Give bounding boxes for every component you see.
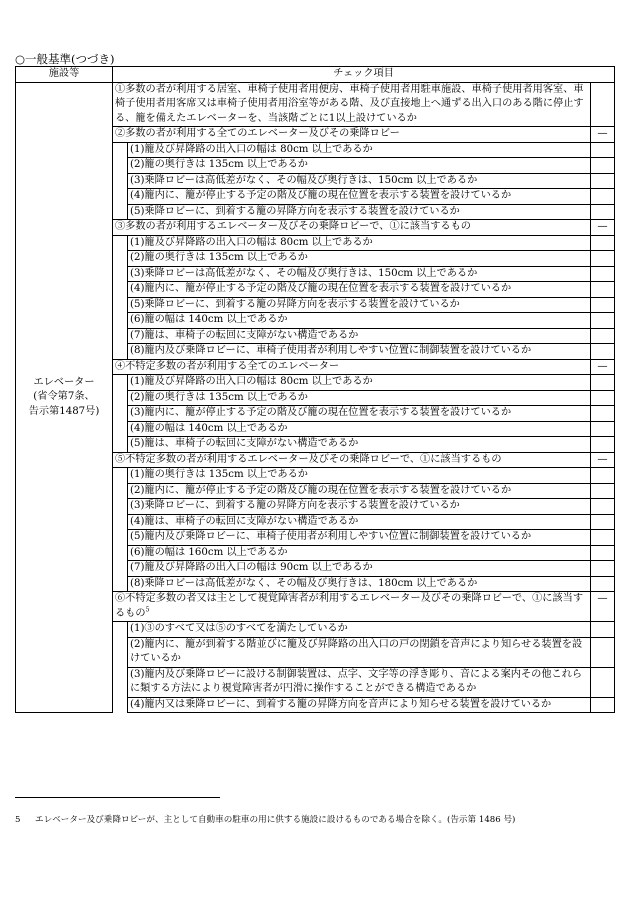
facility-label-line: エレベーター [33, 376, 95, 388]
item-check-cell[interactable] [591, 266, 615, 282]
check-mark-cell [591, 82, 615, 127]
item-text: (3)乗降ロビーは高低差がなく、その幅及び奥行きは、150cm 以上であるか [128, 173, 591, 189]
section-heading: ○一般基準(つづき) [15, 52, 115, 66]
item-check-cell[interactable] [591, 545, 615, 561]
item-indent [113, 297, 128, 313]
item-indent [113, 514, 128, 530]
item-text: (6)籠の幅は 140cm 以上であるか [128, 313, 591, 329]
item-text: (7)籠は、車椅子の転回に支障がない構造であるか [128, 328, 591, 344]
item-indent [113, 468, 128, 484]
facility-cell [16, 82, 113, 713]
group-title-text: ④不特定多数の者が利用する全てのエレベーター [115, 360, 340, 372]
item-text: (2)籠の奥行きは 135cm 以上であるか [128, 251, 591, 267]
item-check-cell[interactable] [591, 344, 615, 360]
checklist-table [15, 66, 615, 713]
item-text: (6)籠の幅は 160cm 以上であるか [128, 545, 591, 561]
header-check-items: チェック項目 [113, 67, 615, 83]
item-indent [113, 499, 128, 515]
item-check-cell[interactable] [591, 328, 615, 344]
item-indent [113, 667, 128, 697]
item-indent [113, 235, 128, 251]
item-check-cell[interactable] [591, 204, 615, 220]
item-indent [113, 189, 128, 205]
item-indent [113, 173, 128, 189]
item-text: (4)籠内に、籠が停止する予定の階及び籠の現在位置を表示する装置を設けているか [128, 189, 591, 205]
item-text: (4)籠内又は乗降ロビーに、到着する籠の昇降方向を音声により知らせる装置を設けているか [128, 697, 591, 713]
item-text: (4)籠内に、籠が停止する予定の階及び籠の現在位置を表示する装置を設けているか [128, 282, 591, 298]
check-mark-cell: — [591, 592, 615, 622]
item-indent [113, 437, 128, 453]
footnote-marker: 5 [15, 815, 21, 825]
item-text: (5)籠内及び乗降ロビーに、車椅子使用者が利用しやすい位置に制御装置を設けているか [128, 530, 591, 546]
item-text: (3)乗降ロビーに、到着する籠の昇降方向を表示する装置を設けているか [128, 499, 591, 515]
item-check-cell[interactable] [591, 697, 615, 713]
check-mark-cell: — [591, 452, 615, 468]
item-indent [113, 561, 128, 577]
item-check-cell[interactable] [591, 251, 615, 267]
item-text: (5)籠は、車椅子の転回に支障がない構造であるか [128, 437, 591, 453]
item-text: (2)籠の奥行きは 135cm 以上であるか [128, 158, 591, 174]
item-indent [113, 697, 128, 713]
item-check-cell[interactable] [591, 390, 615, 406]
item-indent [113, 282, 128, 298]
item-check-cell[interactable] [591, 576, 615, 592]
facility-label-line: (省令第7条、 [33, 391, 95, 402]
group-title [113, 592, 591, 622]
group-title-text: ③多数の者が利用するエレベーター及びその乗降ロビーで、①に該当するもの [115, 221, 471, 232]
item-indent [113, 637, 128, 667]
item-text: (3)乗降ロビーは高低差がなく、その幅及び奥行きは、150cm 以上であるか [128, 266, 591, 282]
item-text: (4)籠の幅は 140cm 以上であるか [128, 421, 591, 437]
item-check-cell[interactable] [591, 514, 615, 530]
item-check-cell[interactable] [591, 483, 615, 499]
item-indent [113, 344, 128, 360]
item-text: (1)籠及び昇降路の出入口の幅は 80cm 以上であるか [128, 142, 591, 158]
footnote-ref: 5 [145, 606, 150, 614]
group-title-text: ②多数の者が利用する全てのエレベーター及びその乗降ロビー [115, 128, 400, 139]
item-check-cell[interactable] [591, 375, 615, 391]
item-text: (1)③のすべて又は⑤のすべてを満たしているか [128, 622, 591, 638]
group-title [113, 220, 591, 236]
header-facility: 施設等 [16, 67, 113, 83]
group-row [16, 82, 615, 127]
item-check-cell[interactable] [591, 437, 615, 453]
check-mark-cell: — [591, 127, 615, 143]
item-indent [113, 375, 128, 391]
item-indent [113, 530, 128, 546]
item-indent [113, 390, 128, 406]
item-indent [113, 406, 128, 422]
checklist-body [16, 82, 615, 713]
group-title-text: ①多数の者が利用する居室、車椅子使用者用便房、車椅子使用者用駐車施設、車椅子使用者用客室、車椅子使用者用客席又は車椅子使用者用浴室等がある階、及び直接地上へ通ずる出入口のある階に停止する、籠を備えたエレベーターを、当該階ごとに1以上設けているか [115, 83, 584, 124]
item-check-cell[interactable] [591, 313, 615, 329]
item-check-cell[interactable] [591, 622, 615, 638]
group-title [113, 359, 591, 375]
item-check-cell[interactable] [591, 637, 615, 667]
item-text: (1)籠及び昇降路の出入口の幅は 80cm 以上であるか [128, 375, 591, 391]
item-check-cell[interactable] [591, 406, 615, 422]
item-text: (2)籠の奥行きは 135cm 以上であるか [128, 390, 591, 406]
item-check-cell[interactable] [591, 142, 615, 158]
item-indent [113, 266, 128, 282]
item-text: (8)乗降ロビーは高低差がなく、その幅及び奥行きは、180cm 以上であるか [128, 576, 591, 592]
item-text: (5)乗降ロビーに、到着する籠の昇降方向を表示する装置を設けているか [128, 204, 591, 220]
item-text: (5)乗降ロビーに、到着する籠の昇降方向を表示する装置を設けているか [128, 297, 591, 313]
item-check-cell[interactable] [591, 421, 615, 437]
group-title-text: ⑤不特定多数の者が利用するエレベーター及びその乗降ロビーで、①に該当するもの [115, 453, 502, 465]
item-check-cell[interactable] [591, 561, 615, 577]
table-header-row [16, 67, 615, 83]
item-check-cell[interactable] [591, 499, 615, 515]
item-indent [113, 421, 128, 437]
item-indent [113, 142, 128, 158]
item-check-cell[interactable] [591, 667, 615, 697]
item-indent [113, 204, 128, 220]
item-check-cell[interactable] [591, 297, 615, 313]
item-check-cell[interactable] [591, 158, 615, 174]
item-text: (2)籠内に、籠が到着する階並びに籠及び昇降路の出入口の戸の閉鎖を音声により知らせる装置を設けているか [128, 637, 591, 667]
item-check-cell[interactable] [591, 530, 615, 546]
item-indent [113, 251, 128, 267]
group-title-text: ⑥不特定多数の者又は主として視覚障害者が利用するエレベーター及びその乗降ロビーで、①に該当するもの [115, 593, 584, 619]
item-text: (7)籠及び昇降路の出入口の幅は 90cm 以上であるか [128, 561, 591, 577]
item-text: (1)籠の奥行きは 135cm 以上であるか [128, 468, 591, 484]
item-indent [113, 622, 128, 638]
group-title [113, 127, 591, 143]
item-indent [113, 328, 128, 344]
footnote-text: エレベーター及び乗降ロビーが、主として自動車の駐車の用に供する施設に設けるものである場合を除く。(告示第 1486 号) [35, 815, 516, 825]
item-check-cell[interactable] [591, 189, 615, 205]
item-indent [113, 576, 128, 592]
check-mark-cell: — [591, 359, 615, 375]
item-text: (8)籠内及び乗降ロビーに、車椅子使用者が利用しやすい位置に制御装置を設けているか [128, 344, 591, 360]
item-text: (3)籠内に、籠が停止する予定の階及び籠の現在位置を表示する装置を設けているか [128, 406, 591, 422]
item-check-cell[interactable] [591, 235, 615, 251]
item-indent [113, 545, 128, 561]
check-mark-cell: — [591, 220, 615, 236]
item-text: (1)籠及び昇降路の出入口の幅は 80cm 以上であるか [128, 235, 591, 251]
footnote-rule [15, 797, 220, 798]
item-check-cell[interactable] [591, 173, 615, 189]
item-text: (2)籠内に、籠が停止する予定の階及び籠の現在位置を表示する装置を設けているか [128, 483, 591, 499]
facility-label-line: 告示第1487号) [28, 405, 100, 417]
group-title [113, 452, 591, 468]
item-text: (4)籠は、車椅子の転回に支障がない構造であるか [128, 514, 591, 530]
footnote [15, 814, 515, 826]
item-check-cell[interactable] [591, 468, 615, 484]
group-title [113, 82, 591, 127]
item-text: (3)籠内及び乗降ロビーに設ける制御装置は、点字、文字等の浮き彫り、音による案内その他これらに類する方法により視覚障害者が円滑に操作することができる構造であるか [128, 667, 591, 697]
item-indent [113, 158, 128, 174]
item-check-cell[interactable] [591, 282, 615, 298]
item-indent [113, 313, 128, 329]
item-indent [113, 483, 128, 499]
